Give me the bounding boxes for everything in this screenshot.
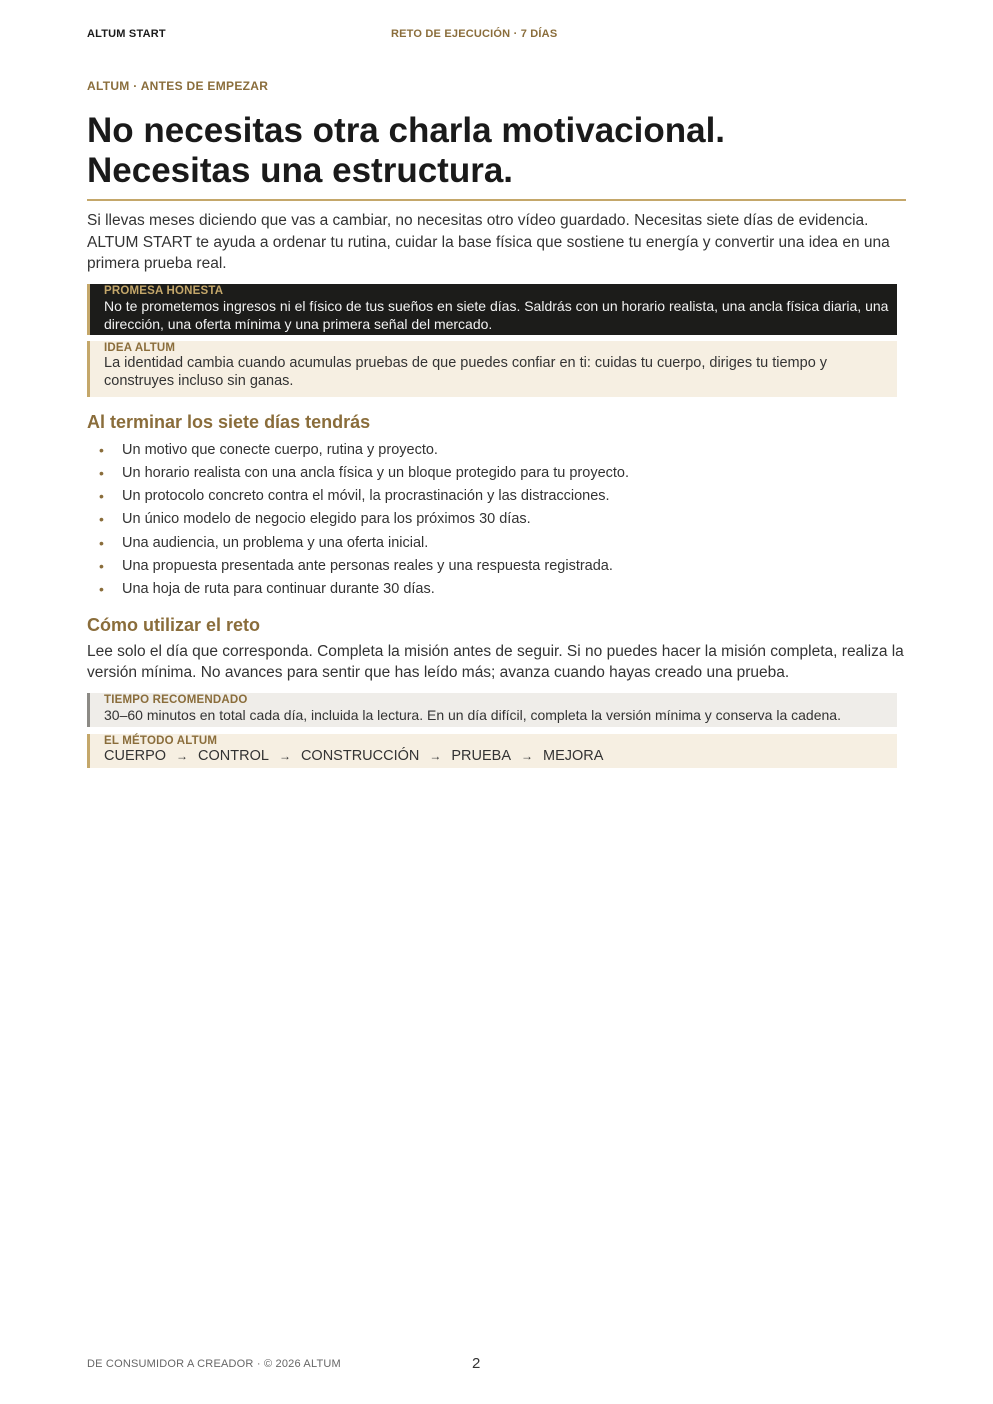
list-item: • Un motivo que conecte cuerpo, rutina y proyecto. xyxy=(87,439,906,462)
callout-time-body: 30–60 minutos en total cada día, incluida la lectura. En un día difícil, completa la versión mínima y conserva la cadena. xyxy=(104,706,841,723)
method-step: CUERPO xyxy=(104,747,167,764)
callout-promise xyxy=(87,284,897,335)
callout-method-label: EL MÉTODO ALTUM xyxy=(104,734,218,747)
how-to-use-paragraph: Lee solo el día que corresponda. Completa la misión antes de seguir. Si no puedes hacer la misión completa, realiza la versión mínima. No avances para sentir que has leído más; avanza cuando hayas creado una prueba. xyxy=(87,642,904,682)
method-step: PRUEBA xyxy=(451,747,512,764)
header-brand: ALTUM START xyxy=(87,28,166,40)
list-item: • Un horario realista con una ancla física y un bloque protegido para tu proyecto. xyxy=(87,462,906,485)
section-kicker: ALTUM · ANTES DE EMPEZAR xyxy=(87,79,269,93)
bullet-icon: • xyxy=(99,534,104,551)
arrow-right-icon: → xyxy=(429,748,442,763)
callout-promise-label: PROMESA HONESTA xyxy=(104,284,224,297)
outcomes-list xyxy=(87,439,906,602)
bullet-icon: • xyxy=(99,581,104,598)
callout-promise-body: No te prometemos ingresos ni el físico de tus sueños en siete días. Saldrás con un horario realista, una ancla física diaria, una dirección, una oferta mínima y una primera señal del mercado. xyxy=(104,297,889,332)
section-title-how-to-use: Cómo utilizar el reto xyxy=(87,614,261,635)
method-step: CONSTRUCCIÓN xyxy=(300,747,420,764)
list-item: • Un protocolo concreto contra el móvil, la procrastinación y las distracciones. xyxy=(87,485,906,508)
callout-time-label: TIEMPO RECOMENDADO xyxy=(104,693,248,706)
callout-idea-body: La identidad cambia cuando acumulas pruebas de que puedes confiar en ti: cuidas tu cuerpo, diriges tu tiempo y construyes incluso sin ganas. xyxy=(104,354,828,389)
arrow-right-icon: → xyxy=(278,748,291,763)
intro-paragraph: Si llevas meses diciendo que vas a cambiar, no necesitas otro vídeo guardado. Necesitas siete días de evidencia. ALTUM START te ayuda a ordenar tu rutina, cuidar la base física que sostiene tu energía y convertir una idea en una primera prueba real. xyxy=(87,212,890,272)
bullet-icon: • xyxy=(99,511,104,528)
list-item: • Una audiencia, un problema y una oferta inicial. xyxy=(87,532,906,555)
page-number: 2 xyxy=(472,1355,481,1372)
callout-idea-label: IDEA ALTUM xyxy=(104,341,176,354)
page-content xyxy=(87,79,906,768)
list-item: • Una hoja de ruta para continuar durante 30 días. xyxy=(87,578,906,601)
method-step: MEJORA xyxy=(543,747,604,764)
arrow-right-icon: → xyxy=(521,748,534,763)
bullet-icon: • xyxy=(99,488,104,505)
method-step: CONTROL xyxy=(198,747,269,764)
title-line-1: No necesitas otra charla motivacional. xyxy=(87,111,726,150)
method-steps xyxy=(104,747,891,766)
callout-idea xyxy=(87,341,897,397)
list-item: • Una propuesta presentada ante personas reales y una respuesta registrada. xyxy=(87,555,906,578)
page-title xyxy=(87,111,906,191)
footer-credit: DE CONSUMIDOR A CREADOR · © 2026 ALTUM xyxy=(87,1358,341,1370)
title-line-2: Necesitas una estructura. xyxy=(87,151,514,190)
bullet-icon: • xyxy=(99,441,104,458)
title-divider xyxy=(87,199,906,201)
header-series-title: RETO DE EJECUCIÓN · 7 DÍAS xyxy=(391,28,558,40)
bullet-icon: • xyxy=(99,464,104,481)
arrow-right-icon: → xyxy=(176,748,189,763)
bullet-icon: • xyxy=(99,557,104,574)
page-header xyxy=(87,28,906,44)
section-title-outcomes: Al terminar los siete días tendrás xyxy=(87,411,371,432)
callout-method xyxy=(87,734,897,768)
callout-time xyxy=(87,693,897,727)
list-item: • Un único modelo de negocio elegido para los próximos 30 días. xyxy=(87,508,906,531)
